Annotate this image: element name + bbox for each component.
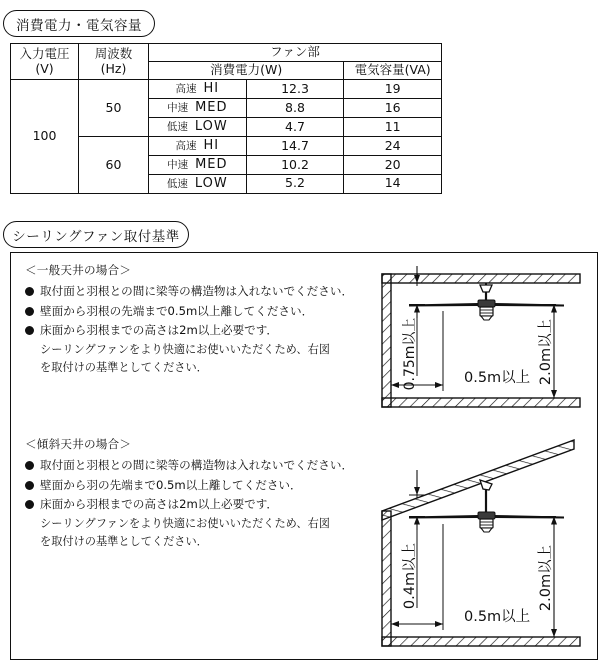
notes-slope-ceiling (25, 435, 385, 551)
notes-slope-sub-2: を取付けの基準としてください． (40, 535, 208, 549)
cell-watts-50-hi: 12.3 (246, 80, 344, 99)
cell-watts-50-low: 4.7 (246, 117, 344, 136)
cell-frequency-60: 60 (79, 136, 149, 193)
header-input-voltage: 入力電圧 (V) (11, 44, 79, 80)
notes-flat-bullet-3: 床面から羽根までの高さは2m以上必要です． (25, 321, 385, 340)
table-header-row-1 (11, 44, 442, 62)
flat-ceiling-diagram (368, 256, 590, 416)
cell-speed-60-low: 低速 LOW (149, 174, 247, 193)
cell-va-50-hi: 19 (344, 80, 442, 99)
header-electric-capacity: 電気容量(VA) (344, 62, 442, 80)
header-frequency: 周波数 (Hz) (79, 44, 149, 80)
notes-slope-bullet-3: 床面から羽根までの高さは2m以上必要です． (25, 495, 385, 514)
section-label-power: 消費電力・電気容量 (3, 10, 155, 37)
power-spec-table (10, 43, 442, 194)
dim-label-ceiling-gap: 0.75m以上 (402, 317, 418, 391)
cell-watts-60-low: 5.2 (246, 174, 344, 193)
notes-flat-bullet-2: 壁面から羽根の先端まで0.5m以上離してください． (25, 302, 385, 321)
notes-flat-ceiling (25, 261, 385, 377)
dim-label-floor-height: 2.0m以上 (538, 318, 554, 386)
cell-va-50-med: 16 (344, 98, 442, 117)
cell-speed-50-med: 中速 MED (149, 98, 247, 117)
notes-slope-bullet-2: 壁面から羽の先端まで0.5m以上離してください． (25, 476, 385, 495)
header-power-consumption: 消費電力(W) (149, 62, 344, 80)
notes-flat-sub-2: を取付けの基準としてください． (40, 361, 208, 375)
cell-va-60-hi: 24 (344, 136, 442, 155)
cell-speed-50-hi: 高速 HI (149, 80, 247, 99)
slope-ceiling-diagram (368, 428, 590, 656)
notes-flat-heading: ＜一般天井の場合＞ (25, 263, 132, 277)
cell-speed-60-med: 中速 MED (149, 155, 247, 174)
notes-flat-bullet-1: 取付面と羽根との間に梁等の構造物は入れないでください． (25, 282, 385, 301)
dim-label-wall-clearance: 0.5m以上 (464, 370, 531, 386)
notes-slope-heading: ＜傾斜天井の場合＞ (25, 437, 132, 451)
cell-va-60-med: 20 (344, 155, 442, 174)
cell-watts-60-hi: 14.7 (246, 136, 344, 155)
notes-slope-bullet-1: 取付面と羽根との間に梁等の構造物は入れないでください． (25, 456, 385, 475)
cell-speed-50-low: 低速 LOW (149, 117, 247, 136)
cell-watts-60-med: 10.2 (246, 155, 344, 174)
section-label-mounting: シーリングファン取付基準 (3, 221, 189, 248)
header-fan-section: ファン部 (149, 44, 442, 62)
notes-flat-sub-1: シーリングファンをより快適にお使いいただくため、右図 (40, 343, 330, 357)
dim-label-ceiling-gap: 0.4m以上 (402, 542, 418, 610)
table-row (11, 80, 442, 99)
notes-slope-sub-1: シーリングファンをより快適にお使いいただくため、右図 (40, 517, 330, 531)
cell-va-50-low: 11 (344, 117, 442, 136)
cell-watts-50-med: 8.8 (246, 98, 344, 117)
dim-label-wall-clearance: 0.5m以上 (464, 609, 531, 625)
cell-input-voltage: 100 (11, 80, 79, 194)
cell-speed-60-hi: 高速 HI (149, 136, 247, 155)
cell-frequency-50: 50 (79, 80, 149, 137)
dim-label-floor-height: 2.0m以上 (538, 544, 554, 612)
cell-va-60-low: 14 (344, 174, 442, 193)
